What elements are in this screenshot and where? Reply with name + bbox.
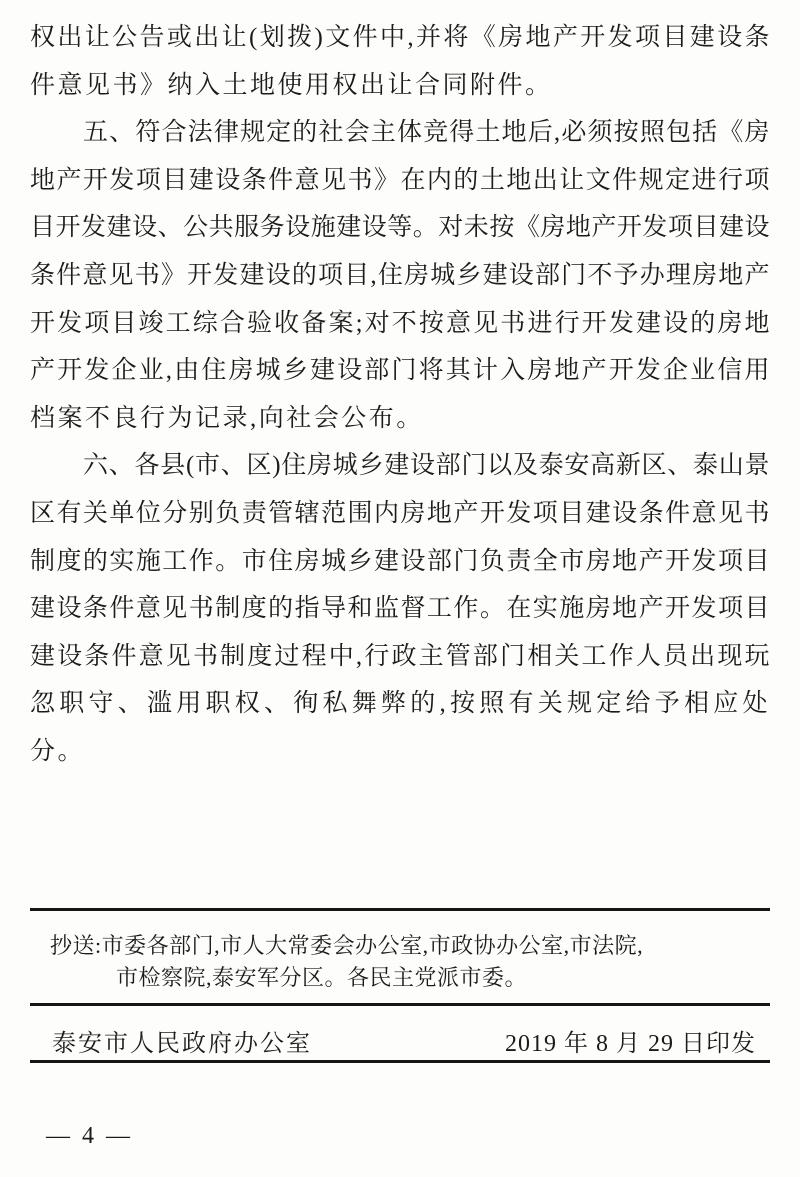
imprint-row: [30, 1020, 770, 1060]
body-line-15: 忽职守、滥用职权、徇私舞弊的,按照有关规定给予相应处分。: [30, 690, 770, 765]
body-line-13: 建设条件意见书制度的指导和监督工作。在实施房地产开发项目: [30, 595, 770, 623]
footer-divider-middle: [30, 1003, 770, 1006]
body-line-5: 目开发建设、公共服务设施建设等。对未按《房地产开发项目建设: [30, 214, 770, 242]
print-date: 2019 年 8 月 29 日印发: [505, 1030, 756, 1057]
body-line-11: 区有关单位分别负责管辖范围内房地产开发项目建设条件意见书: [30, 499, 770, 527]
cc-recipients-1: 市委各部门,市人大常委会办公室,市政协办公室,市法院,: [101, 933, 644, 958]
body-line-9: 档案不良行为记录,向社会公布。: [30, 404, 424, 432]
body-line-7: 开发项目竣工综合验收备案;对不按意见书进行开发建设的房地: [30, 309, 770, 337]
body-line-14: 建设条件意见书制度过程中,行政主管部门相关工作人员出现玩: [30, 642, 770, 670]
cc-line-2: [116, 962, 750, 994]
body-line-12: 制度的实施工作。市住房城乡建设部门负责全市房地产开发项目: [30, 547, 770, 575]
cc-block: [50, 930, 750, 994]
body-line-8: 产开发企业,由住房城乡建设部门将其计入房地产开发企业信用: [30, 357, 770, 385]
footer-divider-top: [30, 908, 770, 911]
body-line-2: 件意见书》纳入土地使用权出让合同附件。: [30, 71, 553, 99]
body-line-10: 六、各县(市、区)住房城乡建设部门以及泰安高新区、泰山景: [83, 452, 770, 480]
body-line-6: 条件意见书》开发建设的项目,住房城乡建设部门不予办理房地产: [30, 261, 770, 289]
body-line-3: 五、符合法律规定的社会主体竞得土地后,必须按照包括《房: [83, 119, 770, 147]
document-body: [30, 14, 770, 776]
body-line-1: 权出让公告或出让(划拨)文件中,并将《房地产开发项目建设条: [30, 24, 770, 51]
footer-divider-bottom: [30, 1060, 770, 1063]
cc-label: 抄送:: [50, 933, 102, 958]
body-line-4: 地产开发项目建设条件意见书》在内的土地出让文件规定进行项: [30, 166, 770, 194]
cc-recipients-2: 市检察院,泰安军分区。各民主党派市委。: [116, 965, 528, 990]
page-number: — 4 —: [46, 1123, 133, 1149]
cc-line-1: [50, 930, 750, 962]
issuing-office: 泰安市人民政府办公室: [52, 1030, 312, 1057]
